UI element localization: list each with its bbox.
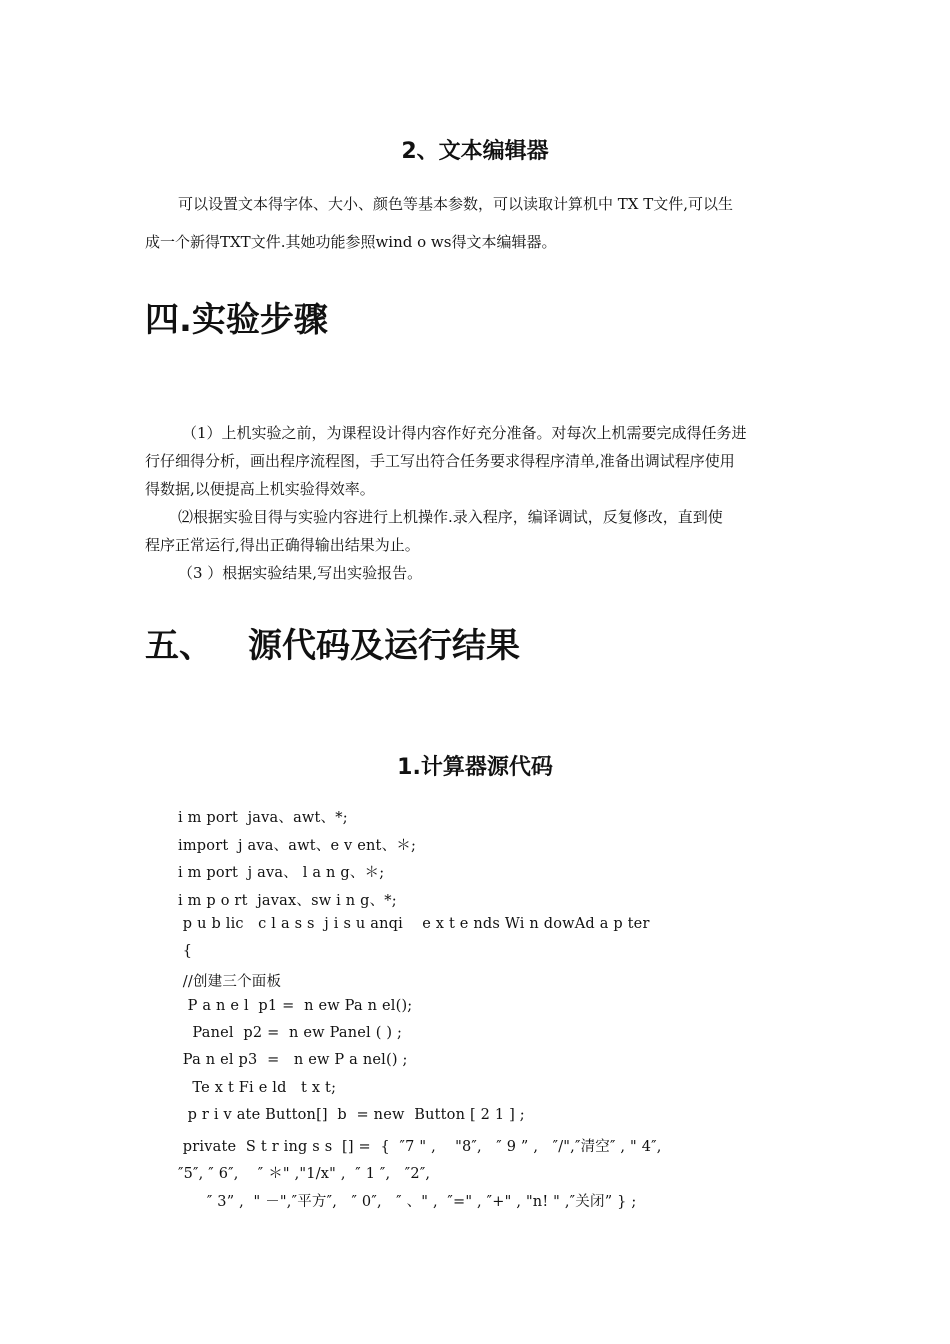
section-heading-source: 源代码及运行结果 — [248, 626, 520, 666]
code-line: { — [178, 943, 193, 959]
code-line: ″ 3” , " －",″平方″, ″ 0″, ″ 、" , ″=" , ″+" , "n! " ,″关闭” } ; — [178, 1194, 637, 1210]
code-line: i m port j ava、 l a n g、＊; — [178, 865, 385, 881]
section-heading-text-editor: 2、文本编辑器 — [401, 139, 549, 164]
code-line: ″5″, ″ 6″, ″ ＊" ,"1/x" , ″ 1 ″, ″2″, — [178, 1166, 431, 1182]
paragraph-line: 可以设置文本得字体、大小、颜色等基本参数，可以读取计算机中 TX T文件,可以生 — [178, 195, 733, 213]
step-1-line: （1）上机实验之前，为课程设计得内容作好充分准备。对每次上机需要完成得任务进 — [182, 424, 747, 442]
step-3-line: （3 ）根据实验结果,写出实验报告。 — [178, 564, 423, 582]
code-line: i m p o rt javax、sw i n g、*; — [178, 893, 397, 909]
section-heading-steps: 四.实验步骤 — [145, 300, 328, 340]
code-line: private S t r ing s s [] = { ″7 " , "8″, ″ 9 ” , ″/",″清空″ , " 4″, — [178, 1139, 662, 1155]
paragraph-line: 成一个新得TXT文件.其她功能参照wind o ws得文本编辑器。 — [145, 233, 557, 251]
calculator-code-heading: 1.计算器源代码 — [397, 755, 553, 780]
step-2-line: 程序正常运行,得出正确得输出结果为止。 — [145, 536, 420, 554]
code-line: Panel p2 = n ew Panel ( ) ; — [178, 1025, 403, 1041]
code-line: Te x t Fi e ld t x t; — [178, 1080, 337, 1096]
step-2-line: ⑵根据实验目得与实验内容进行上机操作.录入程序，编译调试，反复修改，直到使 — [178, 508, 723, 526]
code-comment: //创建三个面板 — [178, 974, 282, 990]
step-1-line: 行仔细得分析，画出程序流程图，手工写出符合任务要求得程序清单,准备出调试程序使用 — [145, 452, 735, 470]
code-line: p r i v ate Button[] b = new Button [ 2 1 ] ; — [178, 1107, 525, 1123]
section-heading-number: 五、 — [145, 626, 213, 666]
code-line: import j ava、awt、e v ent、＊; — [178, 838, 417, 854]
code-line: i m port java、awt、*; — [178, 810, 348, 826]
step-1-line: 得数据,以便提高上机实验得效率。 — [145, 480, 375, 498]
code-line: p u b lic c l a s s j i s u anqi e x t e nds Wi n dowAd a p ter — [178, 916, 650, 932]
code-line: Pa n el p3 = n ew P a nel() ; — [178, 1052, 408, 1068]
code-line: P a n e l p1 = n ew Pa n el(); — [178, 998, 413, 1014]
